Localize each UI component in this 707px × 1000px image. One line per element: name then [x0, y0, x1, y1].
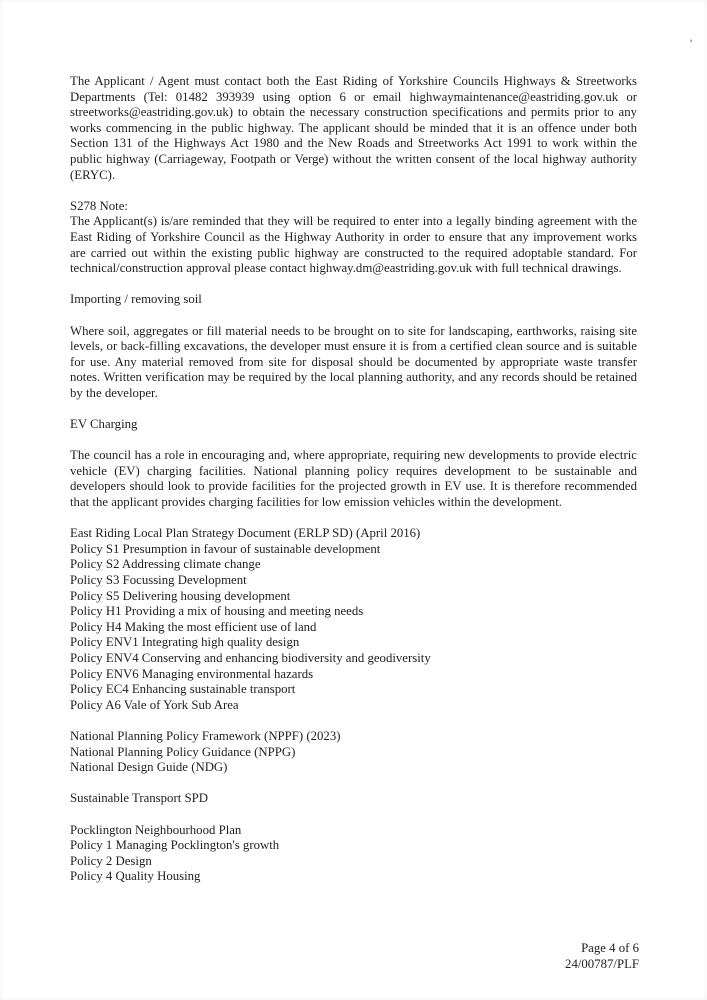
policy-list-item: Policy A6 Vale of York Sub Area — [70, 697, 239, 712]
neighbourhood-plan-section — [70, 823, 637, 885]
document-content — [70, 74, 637, 900]
policy-list-item: Policy 4 Quality Housing — [70, 869, 201, 884]
ev-charging-heading: EV Charging — [70, 417, 138, 432]
paragraph-highways-contact: The Applicant / Agent must contact both the East Riding of Yorkshire Councils Highways & Streetworks Departments (Tel: 01482 393939 using option 6 or email highwaymaintenance@eastriding.gov.uk or streetworks@eastriding.gov.uk) to obtain the necessary construction specifications and permits prior to any works commencing in the public highway. The applicant should be minded that it is an offence under both Section 131 of the Highways Act 1980 and the New Roads and Streetworks Act 1991 to work within the public highway (Carriageway, Footpath or Verge) without the written consent of the local highway authority (ERYC). — [70, 74, 637, 182]
policy-list-item: Policy ENV4 Conserving and enhancing biodiversity and geodiversity — [70, 650, 431, 665]
scan-artifact-mark: ’ — [689, 36, 693, 50]
neighbourhood-plan-title: Pocklington Neighbourhood Plan — [70, 822, 242, 837]
sustainable-transport-spd: Sustainable Transport SPD — [70, 791, 208, 806]
page-footer — [565, 941, 639, 972]
s278-heading: S278 Note: — [70, 198, 128, 213]
application-reference: 24/00787/PLF — [565, 956, 639, 971]
policy-list-item: Policy 1 Managing Pocklington's growth — [70, 838, 280, 853]
local-plan-title: East Riding Local Plan Strategy Document (ERLP SD) (April 2016) — [70, 526, 421, 541]
policy-list-item: Policy ENV6 Managing environmental hazards — [70, 666, 314, 681]
importing-soil-body: Where soil, aggregates or fill material needs to be brought on to site for landscaping, earthworks, raising site levels, or back-filling excavations, the developer must ensure it is from a certified clean source and is suitable for use. Any material removed from site for disposal should be documented by appropriate waste transfer notes. Written verification may be required by the local planning authority, and any records should be retained by the developer. — [70, 323, 637, 400]
policy-list-item: Policy H1 Providing a mix of housing and meeting needs — [70, 604, 364, 619]
national-document-item: National Design Guide (NDG) — [70, 760, 228, 775]
local-plan-section — [70, 526, 637, 713]
policy-list-item: Policy EC4 Enhancing sustainable transport — [70, 682, 296, 697]
policy-list-item: Policy S1 Presumption in favour of sustainable development — [70, 541, 381, 556]
s278-body: The Applicant(s) is/are reminded that they will be required to enter into a legally binding agreement with the East Riding of Yorkshire Council as the Highway Authority in order to ensure that any improvement works are carried out within the existing public highway are constructed to the required adoptable standard. For technical/construction approval please contact highway.dm@eastriding.gov.uk with full technical drawings. — [70, 214, 637, 276]
ev-charging-body: The council has a role in encouraging and, where appropriate, requiring new developments to provide electric vehicle (EV) charging facilities. National planning policy requires development to be sustainable and developers should look to provide facilities for the projected growth in EV use. It is therefore recommended that the applicant provides charging facilities for low emission vehicles within the development. — [70, 448, 637, 510]
page-number: Page 4 of 6 — [581, 941, 639, 955]
policy-list-item: Policy S3 Focussing Development — [70, 573, 247, 587]
national-document-item: National Planning Policy Framework (NPPF) (2023) — [70, 728, 341, 743]
policy-list-item: Policy 2 Design — [70, 853, 152, 868]
policy-list-item: Policy S5 Delivering housing development — [70, 588, 291, 603]
importing-soil-heading: Importing / removing soil — [70, 292, 202, 307]
policy-list-item: Policy ENV1 Integrating high quality design — [70, 635, 300, 650]
policy-list-item: Policy S2 Addressing climate change — [70, 557, 261, 572]
section-s278 — [70, 199, 637, 277]
national-document-item: National Planning Policy Guidance (NPPG) — [70, 744, 296, 759]
policy-list-item: Policy H4 Making the most efficient use of land — [70, 619, 317, 634]
national-documents-section — [70, 729, 637, 776]
